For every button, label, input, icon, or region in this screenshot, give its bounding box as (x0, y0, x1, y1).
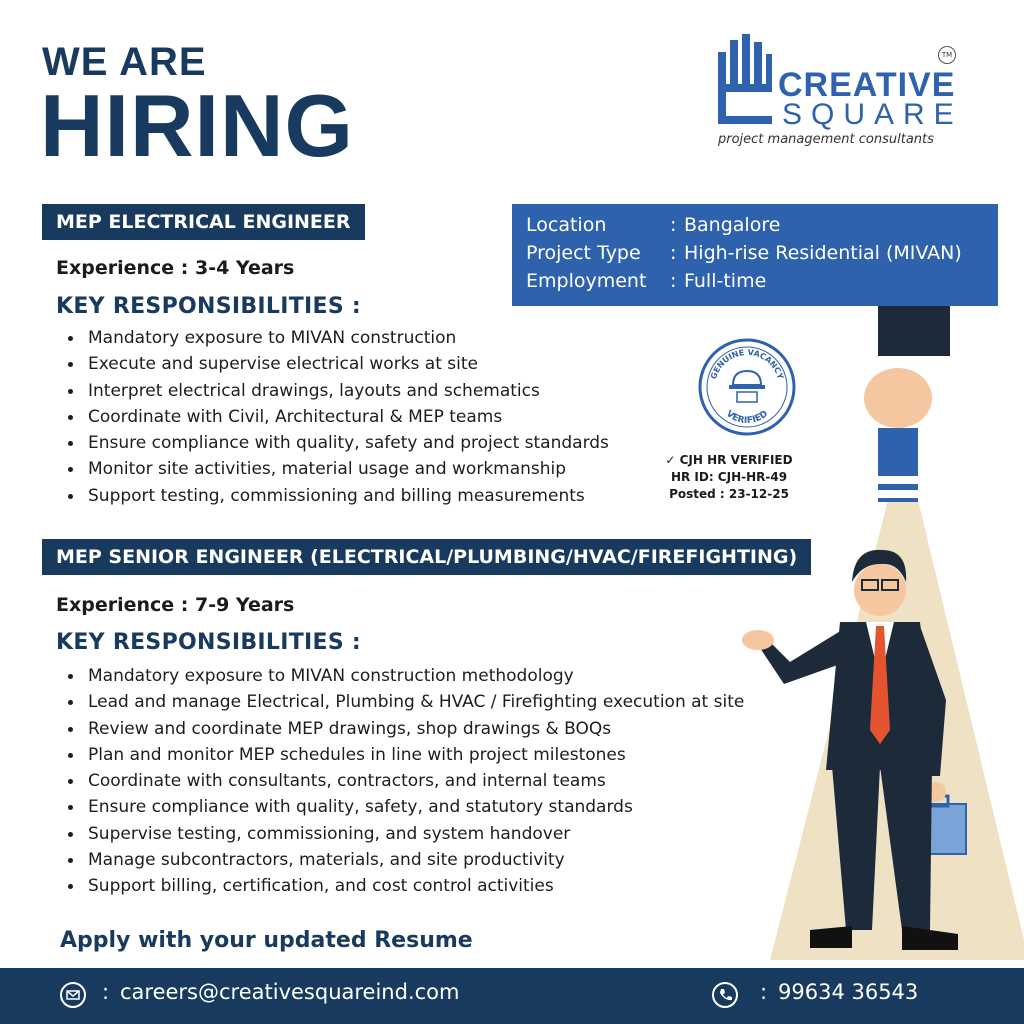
responsibilities-list-1 (56, 325, 609, 509)
list-item: Interpret electrical drawings, layouts and schematics (56, 378, 609, 404)
hr-verified-label: ✓ CJH HR VERIFIED (665, 453, 793, 467)
list-item: Support testing, commissioning and billing measurements (56, 483, 609, 509)
location-value: Bangalore (684, 214, 781, 236)
experience-electrical: Experience : 3-4 Years (56, 257, 295, 279)
list-item: Review and coordinate MEP drawings, shop drawings & BOQs (56, 716, 744, 742)
list-item: Ensure compliance with quality, safety and project standards (56, 430, 609, 456)
headline-we-are: WE ARE (42, 40, 207, 84)
list-item: Monitor site activities, material usage and workmanship (56, 456, 609, 482)
list-item: Coordinate with Civil, Architectural & MEP teams (56, 404, 609, 430)
phone-separator: : (760, 980, 768, 1004)
email-link[interactable]: careers@creativesquareind.com (120, 980, 460, 1004)
logo-word-square: SQUARE (782, 98, 963, 131)
employment-value: Full-time (684, 270, 767, 292)
list-item: Ensure compliance with quality, safety, and statutory standards (56, 794, 744, 820)
holding-hand (864, 368, 932, 428)
list-item: Mandatory exposure to MIVAN construction methodology (56, 663, 744, 689)
posted-date: Posted : 23-12-25 (669, 487, 789, 501)
employment-label: Employment (526, 270, 647, 292)
project-type-row (526, 239, 984, 267)
logo-word-creative: CREATIVE (778, 66, 956, 104)
logo-tagline: project management consultants (718, 132, 934, 147)
project-type-label: Project Type (526, 242, 641, 264)
phone-icon (712, 982, 738, 1008)
list-item: Supervise testing, commissioning, and system handover (56, 821, 744, 847)
pointing-hand (742, 630, 774, 650)
seal-bottom-text: VERIFIED (723, 409, 771, 427)
email-separator: : (102, 980, 110, 1004)
responsibilities-heading-2: KEY RESPONSIBILITIES : (56, 630, 362, 655)
trademark-badge: TM (938, 46, 956, 64)
responsibilities-heading-1: KEY RESPONSIBILITIES : (56, 294, 362, 319)
job-title-electrical: MEP ELECTRICAL ENGINEER (42, 204, 365, 240)
separator: : (670, 214, 677, 236)
job-details-box (512, 204, 998, 306)
mail-icon (60, 982, 86, 1008)
separator: : (670, 242, 677, 264)
list-item: Mandatory exposure to MIVAN construction (56, 325, 609, 351)
experience-senior: Experience : 7-9 Years (56, 594, 295, 616)
list-item: Lead and manage Electrical, Plumbing & HVAC / Firefighting execution at site (56, 689, 744, 715)
location-label: Location (526, 214, 607, 236)
genuine-vacancy-seal (697, 337, 797, 437)
company-logo (712, 32, 972, 152)
list-item: Execute and supervise electrical works at site (56, 351, 609, 377)
responsibilities-list-2 (56, 663, 744, 900)
contact-footer (0, 968, 1024, 1024)
separator: : (670, 270, 677, 292)
list-item: Manage subcontractors, materials, and site productivity (56, 847, 744, 873)
job-title-senior: MEP SENIOR ENGINEER (ELECTRICAL/PLUMBING/HVAC/FIREFIGHTING) (42, 539, 811, 575)
employment-row (526, 267, 984, 295)
apply-call-to-action: Apply with your updated Resume (60, 928, 473, 953)
list-item: Support billing, certification, and cost control activities (56, 873, 744, 899)
list-item: Coordinate with consultants, contractors, and internal teams (56, 768, 744, 794)
project-type-value: High-rise Residential (MIVAN) (684, 242, 962, 264)
phone-link[interactable]: 99634 36543 (778, 980, 919, 1004)
hr-verification-note (662, 452, 796, 503)
headline-hiring: HIRING (40, 76, 354, 175)
list-item: Plan and monitor MEP schedules in line with project milestones (56, 742, 744, 768)
seal-top-text: GENUINE VACANCY (709, 347, 785, 381)
hr-id: HR ID: CJH-HR-49 (670, 470, 788, 484)
logo-building-icon (712, 32, 782, 132)
location-row (526, 211, 984, 239)
